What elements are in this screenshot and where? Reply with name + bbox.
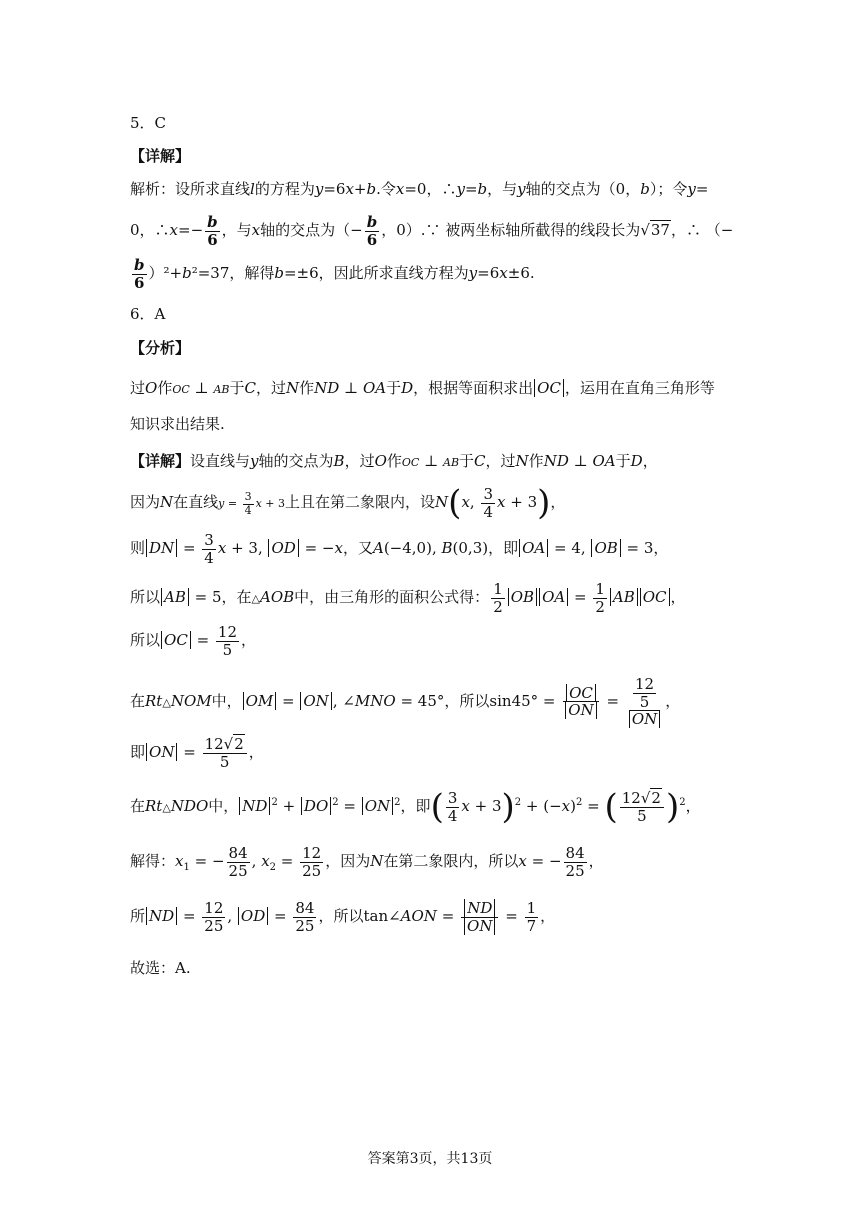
q6-detail-line-9: 解得：$x_1$ = − $\frac{84}{25}$ , $x_2$ = $\frac{12}{25}$ ，因为N在第二象限内，所以x = − $\frac{84}{25}$ ， [130,844,604,880]
page-footer: 答案第3页，共13页 [367,1151,493,1167]
q6-detail-line-7: 即 ON = $\frac{12√2}{5}$ ， [130,735,264,771]
q6-heading: 6．A [130,305,166,323]
q6-detail-line-2: 因为N在直线y = $\frac{3}{4}$ x + 3上且在第二象限内，设N(x, $\frac{3}{4}$ x + 3)， [130,483,566,523]
q6-detail-line-6: 在Rt△NOM中， OM = ON , ∠MNO = 45°，所以sin45° = $\frac{OC}{ON}$ = $\frac{\frac{12}{5}}{ON}$ ， [130,675,681,728]
q6-detail-line-4: 所以 AB = 5，在△AOB中，由三角形的面积公式得： $\frac{1}{2}$ OB OA = $\frac{1}{2}$ AB OC ， [130,580,686,616]
q5-heading: 5．C [130,114,167,132]
q6-analysis-tag: 【分析】 [130,339,191,357]
q5-line-3: $\frac{b}{6}$ ）²+b²=37，解得b=±6，因此所求直线方程为y=6x±6. [134,256,535,292]
q6-analysis-line-2: 知识求出结果. [130,415,225,433]
q6-detail-line-8: 在Rt△NDO中， ND $^2$ + DO $^2$ = ON $^2$，即( $\frac{3}{4}$ $x + 3)^2 + (-x)^2$ = ( $\frac{12√2}{5}$ )$^2$， [130,787,701,827]
q6-detail-line-10: 所 ND = $\frac{12}{25}$ , OD = $\frac{84}{25}$ ，所以tan∠AON = $\frac{ND}{ON}$ = $\frac{1}{7}$ ， [130,899,556,935]
q6-detail-line-3: 则 DN = $\frac{3}{4}$ x + 3, OD = −x，又A(−4,0), B(0,3)，即 OA = 4, OB = 3， [130,531,669,567]
q6-detail-line-1: 【详解】设直线与y轴的交点为B，过O作OC ⊥ AB于C，过N作ND ⊥ OA于D， [130,452,658,470]
q5-detail-tag: 【详解】 [130,147,191,165]
q6-detail-line-5: 所以 OC = $\frac{12}{5}$ ， [130,623,257,659]
q6-analysis-line-1: 过O作OC ⊥ AB于C，过N作ND ⊥ OA于D，根据等面积求出 OC ，运用在直角三角形等 [130,379,715,397]
q5-line-1: 解析：设所求直线l的方程为y=6x+b.令x=0，∴y=b，与y轴的交点为（0，b）；令y= [130,180,709,198]
q6-conclusion: 故选：A. [130,959,191,977]
q5-line-2: 0，∴x=− $\frac{b}{6}$ ，与x轴的交点为（− $\frac{b}{6}$ ，0）.∵ 被两坐标轴所截得的线段长为√37，∴ （− [130,213,734,249]
